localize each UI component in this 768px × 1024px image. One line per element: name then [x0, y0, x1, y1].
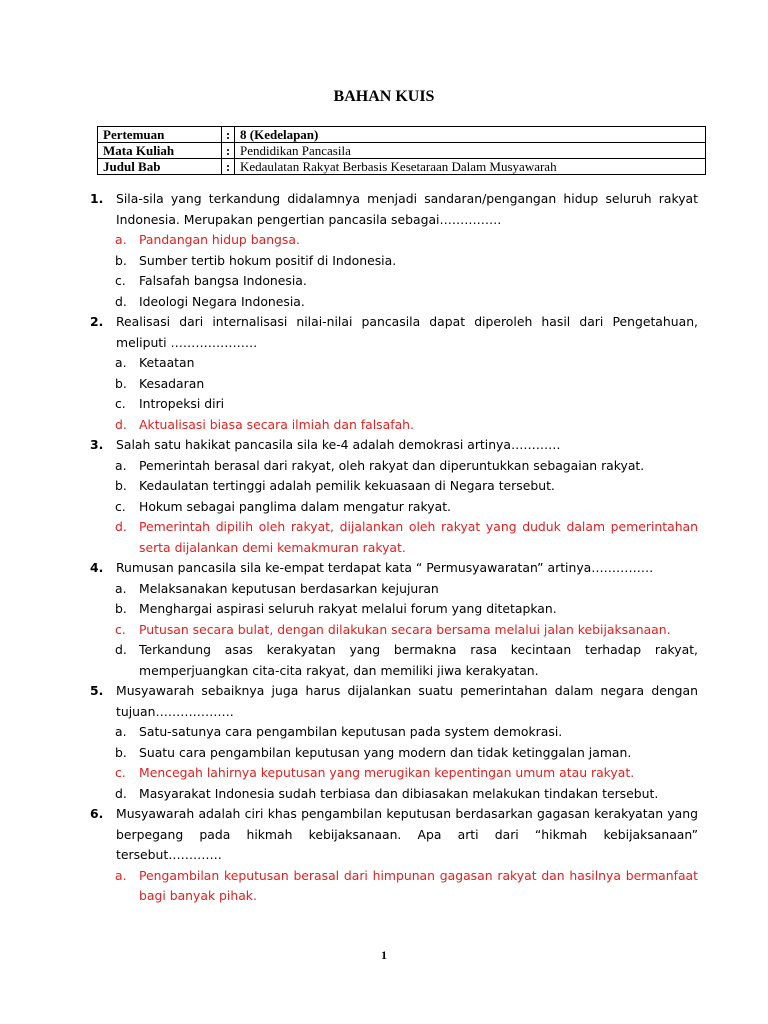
option-text: Aktualisasi biasa secara ilmiah dan falsafah.	[139, 416, 414, 432]
option-item	[115, 374, 698, 395]
option-letter: b.	[115, 375, 127, 391]
option-text: Putusan secara bulat, dengan dilakukan secara bersama melalui jalan kebijaksanaan.	[139, 621, 671, 637]
option-item	[115, 292, 698, 313]
question-item	[90, 681, 698, 722]
option-letter: a.	[115, 580, 127, 596]
question-number: 6.	[90, 806, 104, 821]
option-text: Intropeksi diri	[139, 396, 225, 411]
document-title: BAHAN KUIS	[333, 88, 435, 105]
option-item	[115, 743, 698, 764]
option-item	[115, 784, 698, 805]
option-item-correct	[115, 866, 698, 907]
info-value: 8 (Kedelapan)	[235, 127, 706, 143]
option-letter: d.	[115, 785, 127, 801]
option-text: Ketaatan	[139, 355, 195, 370]
option-text: Ideologi Negara Indonesia.	[139, 293, 305, 309]
option-item-correct	[115, 415, 698, 436]
question-item	[90, 804, 698, 866]
option-letter: d.	[115, 416, 127, 432]
option-text: Terkandung asas kerakyatan yang bermakna rasa kecintaan terhadap rakyat, memperjuangkan cita-cita rakyat, dan memiliki jiwa kerakyatan.	[139, 642, 698, 678]
option-item	[115, 640, 698, 681]
option-letter: b.	[115, 744, 127, 760]
question-number: 2.	[90, 314, 104, 329]
option-letter: c.	[115, 396, 126, 411]
option-item-correct	[115, 517, 698, 558]
option-text: Pengambilan keputusan berasal dari himpunan gagasan rakyat dan hasilnya bermanfaat bagi banyak pihak.	[139, 867, 698, 903]
option-text: Suatu cara pengambilan keputusan yang modern dan tidak ketinggalan jaman.	[139, 744, 632, 760]
option-letter: c.	[115, 765, 126, 780]
option-item	[115, 251, 698, 272]
option-letter: b.	[115, 252, 127, 268]
question-item	[90, 312, 698, 353]
question-text: Salah satu hakikat pancasila sila ke-4 adalah demokrasi artinya…………	[116, 437, 561, 452]
question-number: 4.	[90, 560, 104, 575]
question-text: Realisasi dari internalisasi nilai-nilai pancasila dapat diperoleh hasil dari Pengetahuan, meliputi …………………	[116, 314, 698, 350]
info-row-mata-kuliah	[98, 143, 706, 159]
info-label: Pertemuan	[98, 127, 222, 143]
question-text: Rumusan pancasila sila ke-empat terdapat kata “ Permusyawaratan” artinya……………	[116, 560, 654, 575]
option-text: Satu-satunya cara pengambilan keputusan pada system demokrasi.	[139, 724, 563, 739]
info-value: Kedaulatan Rakyat Berbasis Kesetaraan Dalam Musyawarah	[235, 159, 706, 175]
option-text: Pemerintah berasal dari rakyat, oleh rakyat dan diperuntukkan sebagaian rakyat.	[139, 457, 645, 473]
info-separator: :	[222, 143, 235, 159]
option-text: Mencegah lahirnya keputusan yang merugikan kepentingan umum atau rakyat.	[139, 765, 635, 780]
option-item	[115, 579, 698, 600]
question-list	[0, 189, 768, 907]
option-letter: b.	[115, 601, 127, 616]
option-item	[115, 476, 698, 497]
question-text: Musyawarah sebaiknya juga harus dijalankan suatu pemerintahan dalam negara dengan tujuan……………….	[116, 683, 698, 719]
info-row-pertemuan	[98, 127, 706, 143]
option-letter: d.	[115, 642, 127, 657]
option-letter: c.	[115, 498, 126, 514]
option-letter: a.	[115, 355, 127, 370]
option-item	[115, 456, 698, 477]
question-item	[90, 189, 698, 230]
option-text: Menghargai aspirasi seluruh rakyat melalui forum yang ditetapkan.	[139, 601, 557, 616]
option-text: Falsafah bangsa Indonesia.	[139, 273, 307, 288]
info-separator: :	[222, 127, 235, 143]
option-letter: a.	[115, 867, 127, 883]
question-number: 1.	[90, 191, 104, 206]
option-letter: d.	[115, 519, 127, 534]
question-number: 3.	[90, 437, 104, 452]
option-text: Melaksanakan keputusan berdasarkan kejujuran	[139, 580, 439, 596]
option-text: Hokum sebagai panglima dalam mengatur rakyat.	[139, 498, 451, 514]
option-letter: a.	[115, 724, 127, 739]
option-text: Pandangan hidup bangsa.	[139, 232, 300, 247]
option-letter: c.	[115, 273, 126, 288]
option-item-correct	[115, 620, 698, 641]
option-text: Kesadaran	[139, 375, 205, 391]
info-separator: :	[222, 159, 235, 175]
question-text: Musyawarah adalah ciri khas pengambilan keputusan berdasarkan gagasan kerakyatan yang berpegang pada hikmah kebijaksanaan. Apa arti dari “hikmah kebijaksanaan” tersebut………….	[116, 806, 698, 862]
option-item-correct	[115, 230, 698, 251]
info-label: Judul Bab	[98, 159, 222, 175]
option-letter: c.	[115, 621, 126, 637]
question-item	[90, 558, 698, 579]
option-text: Pemerintah dipilih oleh rakyat, dijalankan oleh rakyat yang duduk dalam pemerintahan serta dijalankan demi kemakmuran rakyat.	[139, 519, 698, 555]
question-item	[90, 435, 698, 456]
option-item	[115, 722, 698, 743]
option-letter: a.	[115, 457, 127, 473]
question-text: Sila-sila yang terkandung didalamnya menjadi sandaran/pengangan hidup seluruh rakyat Indonesia. Merupakan pengertian pancasila sebagai……………	[116, 191, 698, 227]
info-label: Mata Kuliah	[98, 143, 222, 159]
option-item	[115, 271, 698, 292]
option-item	[115, 353, 698, 374]
option-text: Kedaulatan tertinggi adalah pemilik kekuasaan di Negara tersebut.	[139, 478, 555, 493]
option-item	[115, 497, 698, 518]
course-info-table	[97, 126, 706, 175]
option-letter: d.	[115, 293, 127, 309]
page-number: 1	[381, 948, 387, 962]
option-item-correct	[115, 763, 698, 784]
option-item	[115, 599, 698, 620]
option-letter: a.	[115, 232, 127, 247]
info-row-judul-bab	[98, 159, 706, 175]
option-text: Masyarakat Indonesia sudah terbiasa dan dibiasakan melakukan tindakan tersebut.	[139, 785, 659, 801]
option-letter: b.	[115, 478, 127, 493]
info-value: Pendidikan Pancasila	[235, 143, 706, 159]
option-text: Sumber tertib hokum positif di Indonesia.	[139, 252, 397, 268]
option-item	[115, 394, 698, 415]
question-number: 5.	[90, 683, 104, 698]
